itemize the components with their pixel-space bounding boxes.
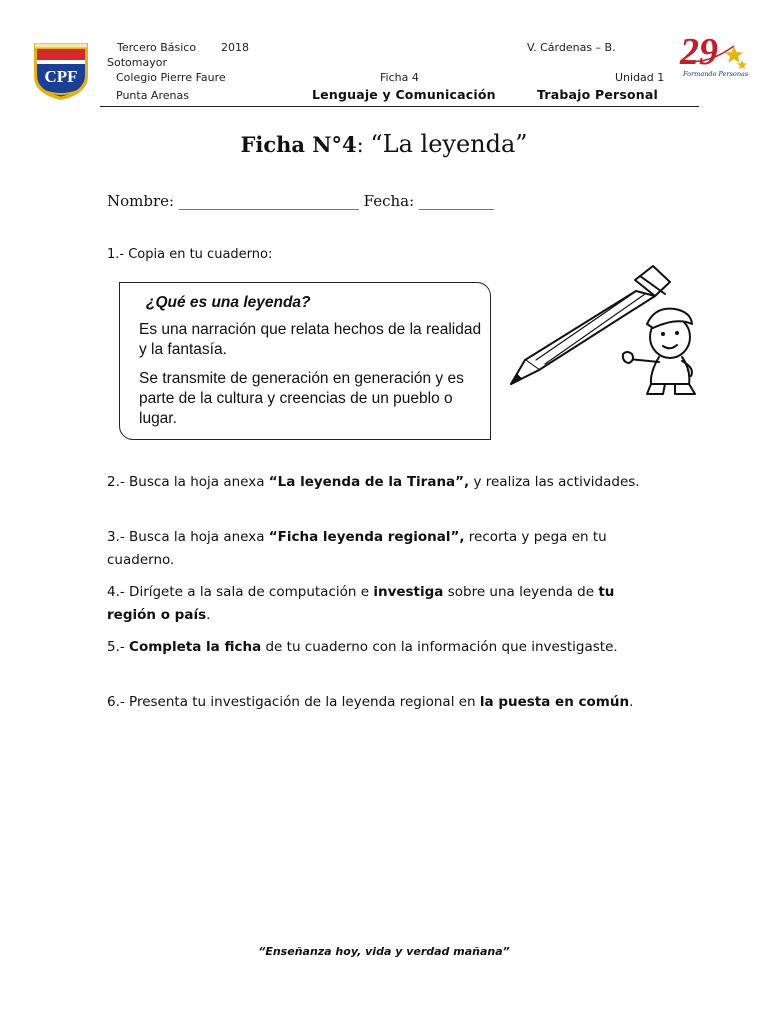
header-rule: [100, 106, 699, 107]
instruction-3: [107, 526, 667, 572]
instruction-6-text-end: .: [629, 694, 634, 710]
instruction-5: [107, 636, 667, 659]
title-colon: :: [356, 133, 364, 157]
page-title: [0, 130, 768, 158]
instruction-5-bold: Completa la ficha: [129, 639, 262, 655]
header-teacher: V. Cárdenas – B.: [527, 41, 616, 54]
anniversary-script: Formando Personas: [683, 70, 748, 78]
instruction-3-text: 3.- Busca la hoja anexa: [107, 529, 269, 545]
instruction-4-bold-2: tu región o país: [107, 584, 615, 623]
instruction-4: [107, 581, 667, 627]
name-field-label: Nombre: ________________________: [107, 192, 359, 210]
definition-paragraph-1: Es una narración que relata hechos de la realidad y la fantasía.: [139, 321, 482, 358]
definition-box-title: ¿Qué es una leyenda?: [146, 294, 311, 311]
instruction-4-bold-1: investiga: [373, 584, 444, 600]
header-unit: Unidad 1: [615, 71, 665, 84]
definition-box: [119, 282, 491, 440]
instruction-4-text: 4.- Dirígete a la sala de computación e: [107, 584, 374, 600]
anniversary-29-logo: [676, 24, 748, 86]
header-subject: Lenguaje y Comunicación: [312, 87, 496, 102]
logo-letters: CPF: [44, 67, 78, 86]
instruction-6-bold: la puesta en común: [479, 694, 630, 710]
header-city: Punta Arenas: [116, 89, 189, 102]
definition-paragraph-2: Se transmite de generación en generación y es parte de la cultura y creencias de un pueblo o lugar.: [139, 370, 464, 427]
header-year: 2018: [221, 41, 249, 54]
header-grade: Tercero Básico: [117, 41, 197, 54]
instruction-5-text: 5.-: [107, 639, 130, 655]
instruction-5-text-end: de tu cuaderno con la información que investigaste.: [261, 639, 618, 655]
date-field-label: Fecha: __________: [363, 192, 494, 210]
instruction-4-text-mid: sobre una leyenda de: [443, 584, 599, 600]
title-prefix: Ficha N°4: [240, 132, 357, 157]
instruction-4-text-end: .: [206, 607, 211, 623]
instruction-2-text: 2.- Busca la hoja anexa: [107, 474, 269, 490]
header-school: Colegio Pierre Faure: [116, 71, 226, 84]
boy-with-pencil-illustration: [505, 262, 700, 397]
title-quote: “La leyenda”: [370, 130, 528, 158]
instruction-2-bold: “La leyenda de la Tirana”,: [268, 474, 470, 490]
instruction-3-text-end: recorta y pega en tu cuaderno.: [107, 529, 607, 568]
anniversary-number: 29: [680, 31, 718, 73]
instruction-2-text-end: y realiza las actividades.: [469, 474, 640, 490]
instruction-1: 1.- Copia en tu cuaderno:: [107, 247, 273, 262]
header-sheet: Ficha 4: [380, 71, 419, 84]
header-teacher-cont: Sotomayor: [107, 56, 167, 69]
footer-motto: “Enseñanza hoy, vida y verdad mañana”: [258, 945, 510, 958]
instruction-6-text: 6.- Presenta tu investigación de la leyenda regional en: [107, 694, 480, 710]
name-date-line: [107, 192, 494, 210]
instruction-2: [107, 471, 667, 494]
header-work-type: Trabajo Personal: [537, 87, 659, 102]
instruction-3-bold: “Ficha leyenda regional”,: [268, 529, 465, 545]
school-shield-logo: [30, 40, 92, 102]
instruction-6: [107, 691, 667, 714]
